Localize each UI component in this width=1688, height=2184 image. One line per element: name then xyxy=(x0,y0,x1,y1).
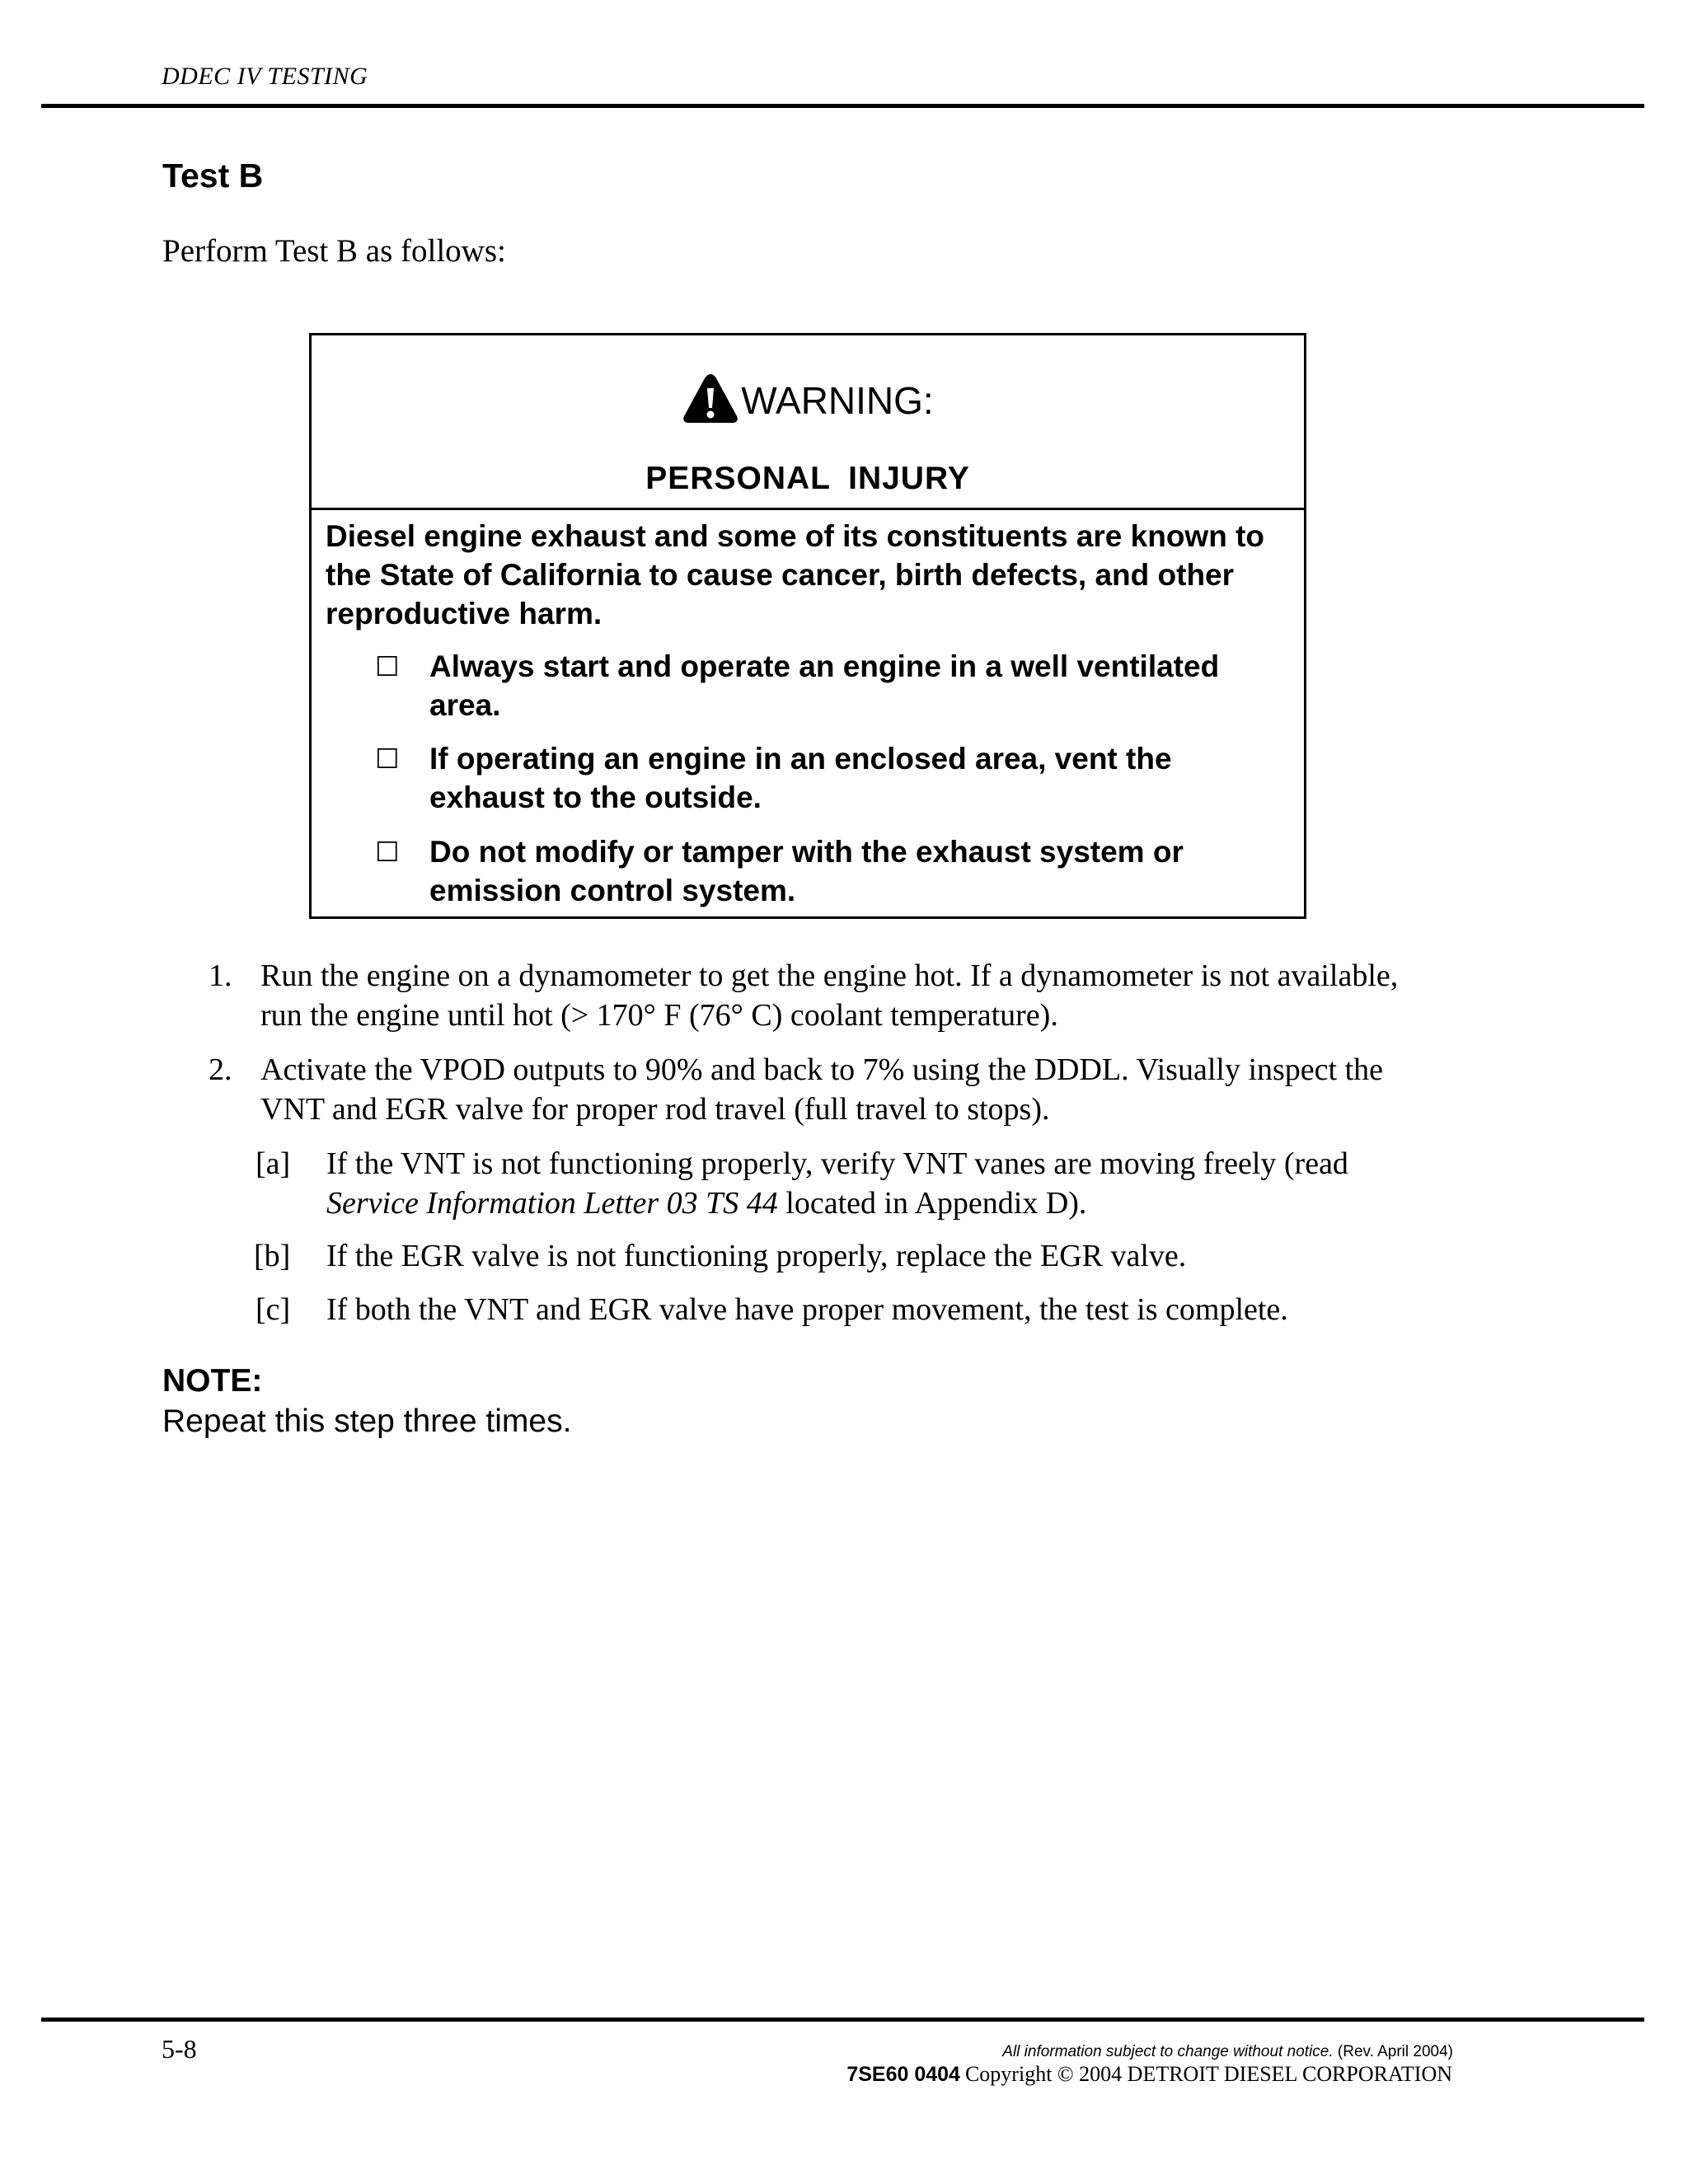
warning-item-line: Always start and operate an engine in a well ventilated xyxy=(429,649,1220,683)
page-number: 5-8 xyxy=(162,2034,197,2064)
substep-line: Service Information Letter 03 TS 44 located in Appendix D). xyxy=(326,1186,1087,1221)
footer-rule xyxy=(41,2018,1644,2022)
checkbox-bullet-icon: ☐ xyxy=(375,650,400,682)
running-header: DDEC IV TESTING xyxy=(162,63,368,90)
checkbox-bullet-icon: ☐ xyxy=(375,836,400,868)
warning-item-line: Do not modify or tamper with the exhaust system or xyxy=(429,835,1184,869)
substep-label: [b] xyxy=(254,1239,291,1273)
step-text xyxy=(260,1050,1383,1129)
checkbox-bullet-icon: ☐ xyxy=(375,743,400,775)
warning-triangle-icon xyxy=(682,372,739,429)
warning-item-line: exhaust to the outside. xyxy=(429,780,762,814)
step-number: 2. xyxy=(209,1052,232,1087)
warning-item-line: area. xyxy=(429,688,501,722)
substep-label: [c] xyxy=(256,1292,291,1327)
revision-date: (Rev. April 2004) xyxy=(1337,2043,1453,2060)
intro-text: Perform Test B as follows: xyxy=(162,233,506,269)
step-number: 1. xyxy=(209,958,232,993)
warning-item-line: If operating an engine in an enclosed area, vent the xyxy=(429,742,1172,776)
header-rule xyxy=(41,104,1644,108)
note-label: NOTE: xyxy=(162,1363,263,1399)
warning-statement: Diesel engine exhaust and some of its constituents are known to the State of California to cause cancer, birth defects, and other reproductive harm. xyxy=(326,519,1265,630)
step-line: Run the engine on a dynamometer to get the engine hot. If a dynamometer is not available, xyxy=(260,958,1399,993)
section-heading: Test B xyxy=(162,157,264,194)
step-text xyxy=(260,956,1398,1035)
substep-text xyxy=(326,1144,1348,1223)
step-line: Activate the VPOD outputs to 90% and back to 7% using the DDDL. Visually inspect the xyxy=(260,1052,1384,1087)
document-code: 7SE60 0404 xyxy=(846,2063,960,2086)
warning-box xyxy=(309,333,1306,919)
document-reference: Service Information Letter 03 TS 44 xyxy=(326,1186,778,1221)
copyright-line xyxy=(846,2062,1452,2087)
warning-category: PERSONAL INJURY xyxy=(645,461,970,496)
step-line: VNT and EGR valve for proper rod travel (full travel to stops). xyxy=(260,1092,1050,1127)
copyright-text: Copyright © 2004 DETROIT DIESEL CORPORATION xyxy=(964,2062,1452,2086)
warning-body xyxy=(326,517,1290,907)
substep-line: If the VNT is not functioning properly, verify VNT vanes are moving freely (read xyxy=(326,1146,1348,1181)
substep-line: If the EGR valve is not functioning properly, replace the EGR valve. xyxy=(326,1239,1187,1273)
step-line: run the engine until hot (> 170° F (76° C) coolant temperature). xyxy=(260,998,1058,1033)
change-notice: All information subject to change without notice. (Rev. April 2004) xyxy=(1002,2043,1453,2060)
warning-header xyxy=(312,335,1304,510)
warning-title-row xyxy=(312,372,1304,429)
note-text: Repeat this step three times. xyxy=(162,1404,572,1439)
substep-label: [a] xyxy=(256,1146,291,1181)
warning-item-line: emission control system. xyxy=(429,874,796,907)
warning-title: WARNING: xyxy=(741,378,934,422)
substep-line: If both the VNT and EGR valve have proper movement, the test is complete. xyxy=(326,1292,1288,1327)
